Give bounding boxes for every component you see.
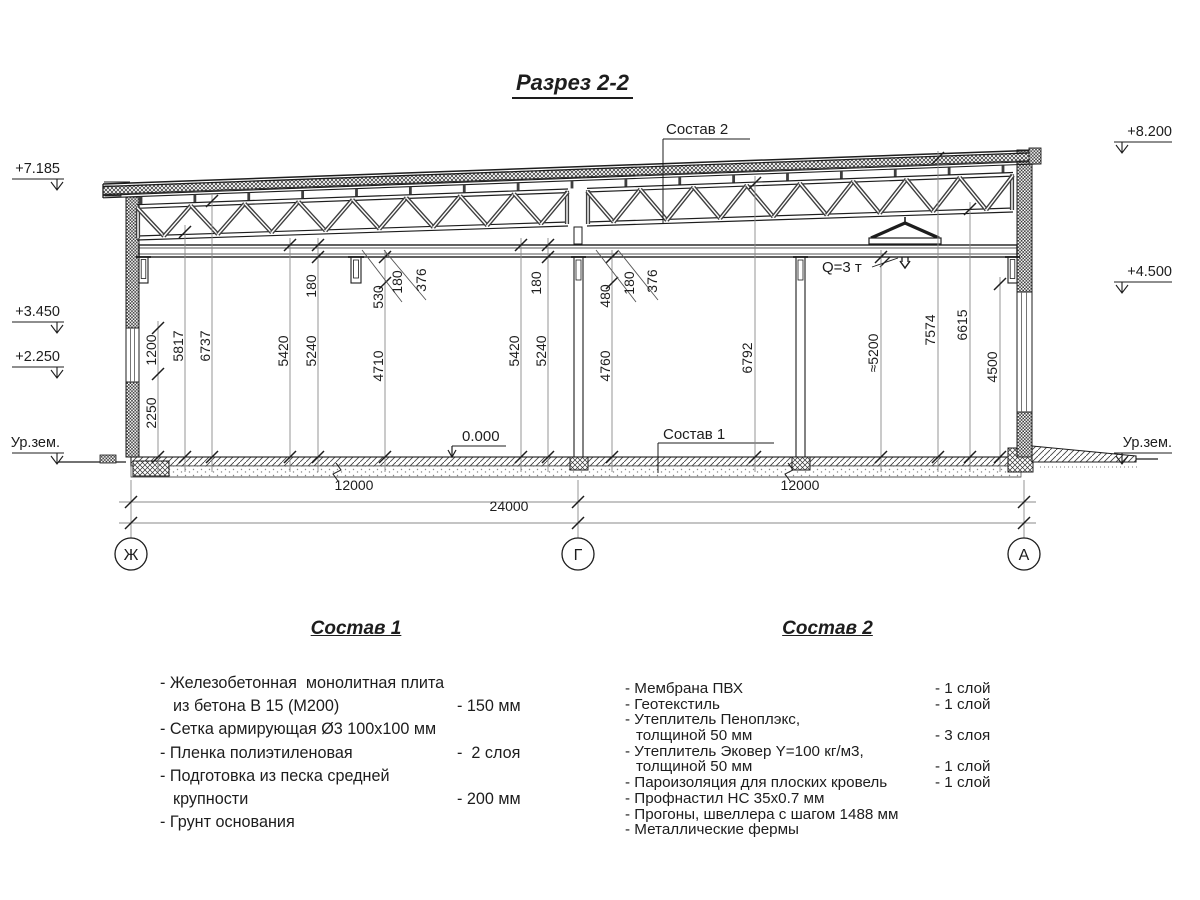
layer-name: из бетона В 15 (М200) — [173, 697, 340, 716]
composition-2-row-4 — [625, 743, 1030, 759]
vertical-dimension-8: 4710 — [370, 350, 386, 382]
layer-name: - Прогоны, швеллера с шагом 1488 мм — [625, 805, 899, 823]
layer-value — [457, 813, 552, 836]
layer-name: - Подготовка из песка средней — [160, 766, 390, 785]
elevation-mark-left-2: +2.250 — [15, 349, 60, 365]
hoist-capacity-label: Q=3 т — [822, 259, 862, 276]
composition-1-heading: Состав 1 — [310, 618, 402, 639]
runway-beam — [139, 245, 1017, 257]
layer-value: - 2 слоя — [457, 743, 521, 762]
composition-1-row-1 — [160, 697, 552, 720]
vertical-dimension-14: 480 — [597, 284, 613, 308]
vertical-dimension-3: 6737 — [197, 330, 213, 362]
composition-2-row-5 — [625, 758, 1030, 774]
composition-1-row-2 — [160, 720, 552, 743]
layer-value: - 1 слой — [935, 774, 991, 792]
composition-2-row-9 — [625, 821, 1030, 837]
composition-1-list — [160, 618, 552, 836]
vertical-dimension-12: 5240 — [533, 335, 549, 367]
zero-level-label: 0.000 — [462, 428, 500, 445]
layer-name: крупности — [173, 789, 249, 808]
composition-2-row-3 — [625, 727, 1030, 743]
vertical-dimension-1: 1200 — [143, 334, 159, 366]
vertical-dimension-6: 180 — [303, 274, 319, 298]
total-dimension: 24000 — [489, 498, 529, 514]
composition-2-rows — [625, 680, 1030, 837]
composition-1-row-5 — [160, 790, 552, 813]
axis-letter-2: А — [1018, 547, 1030, 564]
axis-letter-1: Г — [573, 547, 583, 564]
composition-1-rows — [160, 674, 552, 836]
layer-value: - 3 слоя — [935, 727, 991, 745]
vertical-dimension-4: 5420 — [275, 335, 291, 367]
vertical-dimension-2: 5817 — [170, 330, 186, 362]
composition-2-row-1 — [625, 696, 1030, 712]
drawing-title: Разрез 2-2 — [512, 72, 633, 99]
elevation-mark-right-0: +8.200 — [1127, 124, 1172, 140]
vertical-dimension-21: 6615 — [954, 309, 970, 341]
elevation-mark-right-2: Ур.зем. — [1122, 435, 1172, 451]
layer-name: - Утеплитель Пеноплэкс, — [625, 711, 801, 729]
layer-name: - Мембрана ПВХ — [625, 680, 743, 697]
vertical-dimension-10: 376 — [413, 268, 429, 292]
layer-name: - Пароизоляция для плоских кровель — [625, 774, 888, 792]
layer-value — [935, 806, 1030, 822]
composition-2-row-8 — [625, 806, 1030, 822]
layer-value — [935, 743, 1030, 759]
composition-2-row-6 — [625, 774, 1030, 790]
composition-2-row-0 — [625, 680, 1030, 696]
elevation-mark-left-1: +3.450 — [15, 304, 60, 320]
roof-deck — [103, 148, 1041, 204]
elevation-mark-left-0: +7.185 — [15, 161, 60, 177]
axis-letter-0: Ж — [123, 547, 139, 564]
layer-name: - Грунт основания — [160, 813, 295, 832]
vertical-dimension-20: 7574 — [922, 314, 938, 346]
span-dimension-1: 12000 — [780, 477, 820, 493]
layer-name: - Сетка армирующая Ø3 100x100 мм — [160, 720, 437, 739]
layer-name: - Геотекстиль — [625, 695, 720, 713]
vertical-dimension-18: 6792 — [739, 342, 755, 374]
composition-2-list — [625, 618, 1030, 837]
composition-2-row-7 — [625, 790, 1030, 806]
vertical-dimension-13: 180 — [528, 271, 544, 295]
composition-1-row-6 — [160, 813, 552, 836]
layer-name: - Утеплитель Эковер Y=100 кг/м3, — [625, 742, 864, 760]
layer-value: - 200 мм — [457, 789, 521, 808]
layer-value — [457, 674, 552, 697]
layer-name: - Железобетонная монолитная плита — [160, 674, 445, 692]
layer-value: - 150 мм — [457, 697, 521, 716]
hoist-hook-icon — [0, 0, 4, 16]
elevation-mark-left-3: Ур.зем. — [10, 435, 60, 451]
axis-dimensions — [115, 477, 1040, 570]
vertical-dimension-22: 4500 — [984, 351, 1000, 383]
composition-2-row-2 — [625, 711, 1030, 727]
layer-value — [935, 790, 1030, 806]
layer-value: - 1 слой — [935, 680, 991, 697]
layer-value: - 1 слой — [935, 758, 991, 776]
floor-and-ground — [58, 446, 1158, 481]
vertical-dimension-5: 5240 — [303, 335, 319, 367]
layer-name: толщиной 50 мм — [636, 727, 753, 745]
vertical-dimension-9: 180 — [389, 270, 405, 294]
layer-value — [935, 821, 1030, 837]
vertical-dimension-17: 376 — [644, 269, 660, 293]
layer-value — [457, 720, 552, 743]
composition-2-heading: Состав 2 — [782, 618, 873, 639]
vertical-dimension-7: 530 — [370, 285, 386, 309]
span-dimension-0: 12000 — [334, 477, 374, 493]
composition-1-row-4 — [160, 767, 552, 790]
composition-1-row-0 — [160, 674, 552, 697]
callout-composition-1: Состав 1 — [663, 426, 726, 443]
layer-name: - Пленка полиэтиленовая — [160, 743, 353, 762]
layer-value — [935, 711, 1030, 727]
composition-1-row-3 — [160, 744, 552, 767]
layer-value — [457, 767, 552, 790]
callout-composition-2: Состав 2 — [666, 121, 729, 138]
layer-name: толщиной 50 мм — [636, 758, 753, 776]
elevation-mark-right-1: +4.500 — [1127, 264, 1172, 280]
monorail-hoist — [869, 217, 941, 268]
vertical-dimension-15: 4760 — [597, 350, 613, 382]
layer-name: - Профнастил НС 35x0.7 мм — [625, 789, 825, 807]
vertical-dimension-0: 2250 — [143, 397, 159, 429]
vertical-dimension-19: ≈5200 — [865, 333, 881, 373]
layer-value: - 1 слой — [935, 695, 991, 713]
vertical-dimension-11: 5420 — [506, 335, 522, 367]
layer-name: - Металлические фермы — [625, 821, 799, 839]
vertical-dimension-16: 180 — [621, 271, 637, 295]
